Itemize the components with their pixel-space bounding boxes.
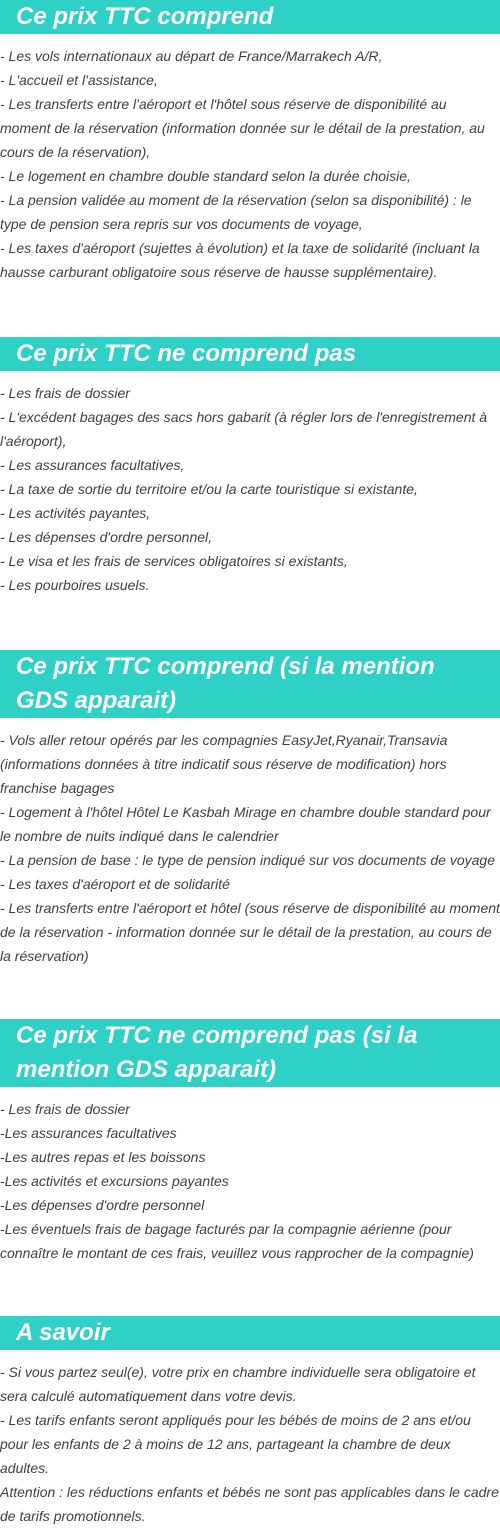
not-included-list: [0, 381, 500, 597]
list-item: -Les assurances facultatives: [0, 1125, 177, 1141]
list-item: - La pension validée au moment de la réservation (selon sa disponibilité) : le type de pension sera repris sur vos documents de voyage,: [0, 192, 472, 232]
list-item: - L'accueil et l'assistance,: [0, 72, 158, 88]
section-title: Ce prix TTC ne comprend pas (si la mention GDS apparait): [0, 1019, 500, 1087]
list-item: - Les transferts entre l'aéroport et hôtel (sous réserve de disponibilité au moment de la réservation - information donnée sur le détail de la prestation, au cours de la réservation): [0, 900, 500, 964]
list-item: - Le visa et les frais de services obligatoires si existants,: [0, 553, 348, 569]
section-not-included: [0, 337, 500, 597]
section-good-to-know: [0, 1316, 500, 1528]
list-item: - Les taxes d'aéroport (sujettes à évolution) et la taxe de solidarité (incluant la hausse carburant obligatoire sous réserve de hausse supplémentaire).: [0, 240, 480, 280]
list-item: - L'excédent bagages des sacs hors gabarit (à régler lors de l'enregistrement à l'aéroport),: [0, 409, 488, 449]
section-included: [0, 0, 500, 284]
good-to-know-list: [0, 1360, 500, 1528]
list-item: - Les transferts entre l'aéroport et l'hôtel sous réserve de disponibilité au moment de la réservation (information donnée sur le détail de la prestation, au cours de la réservation),: [0, 96, 485, 160]
list-item: - Les frais de dossier: [0, 1101, 130, 1117]
list-item: - Les vols internationaux au départ de France/Marrakech A/R,: [0, 48, 383, 64]
list-item: - Les activités payantes,: [0, 505, 151, 521]
list-item: - La pension de base : le type de pension indiqué sur vos documents de voyage: [0, 852, 495, 868]
list-item: - Les pourboires usuels.: [0, 577, 150, 593]
list-item: - Les dépenses d'ordre personnel,: [0, 529, 213, 545]
list-item: - Si vous partez seul(e), votre prix en chambre individuelle sera obligatoire et sera calculé automatiquement dans votre devis.: [0, 1364, 476, 1404]
section-title: Ce prix TTC comprend (si la mention GDS apparait): [0, 650, 500, 718]
section-title: Ce prix TTC ne comprend pas: [0, 337, 500, 371]
list-item: - La taxe de sortie du territoire et/ou la carte touristique si existante,: [0, 481, 418, 497]
list-item: Attention : les réductions enfants et bébés ne sont pas applicables dans le cadre de tarifs promotionnels.: [0, 1484, 499, 1524]
list-item: - Les taxes d'aéroport et de solidarité: [0, 876, 230, 892]
not-included-gds-list: [0, 1097, 500, 1265]
section-included-gds: [0, 650, 500, 968]
list-item: -Les autres repas et les boissons: [0, 1149, 206, 1165]
list-item: - Le logement en chambre double standard selon la durée choisie,: [0, 168, 411, 184]
included-list: [0, 44, 500, 284]
list-item: -Les dépenses d'ordre personnel: [0, 1197, 205, 1213]
included-gds-list: [0, 728, 500, 968]
list-item: - Les frais de dossier: [0, 385, 130, 401]
list-item: -Les éventuels frais de bagage facturés par la compagnie aérienne (pour connaître le montant de ces frais, veuillez vous rapprocher de la compagnie): [0, 1221, 474, 1261]
list-item: - Vols aller retour opérés par les compagnies EasyJet,Ryanair,Transavia (informations données à titre indicatif sous réserve de modification) hors franchise bagages: [0, 732, 448, 796]
list-item: - Les tarifs enfants seront appliqués pour les bébés de moins de 2 ans et/ou pour les enfants de 2 à moins de 12 ans, partageant la chambre de deux adultes.: [0, 1412, 471, 1476]
list-item: - Logement à l'hôtel Hôtel Le Kasbah Mirage en chambre double standard pour le nombre de nuits indiqué dans le calendrier: [0, 804, 491, 844]
section-not-included-gds: [0, 1019, 500, 1265]
list-item: - Les assurances facultatives,: [0, 457, 185, 473]
list-item: -Les activités et excursions payantes: [0, 1173, 229, 1189]
section-title: Ce prix TTC comprend: [0, 0, 500, 34]
section-title: A savoir: [0, 1316, 500, 1350]
